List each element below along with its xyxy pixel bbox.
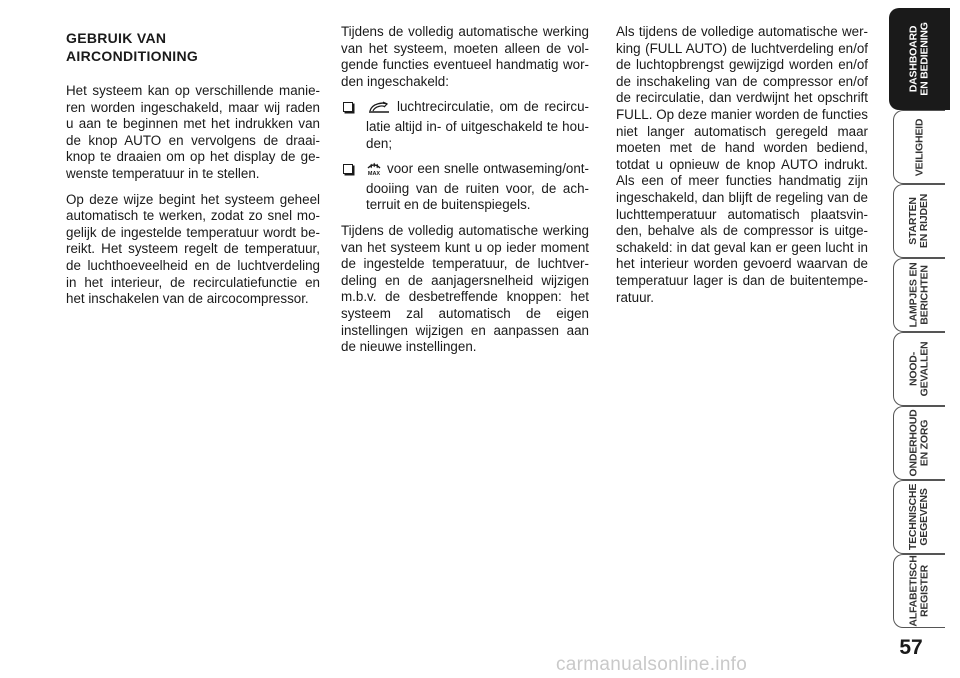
tab-label: GEVALLEN: [918, 341, 931, 397]
paragraph: Tijdens de volledig automatische werking van het systeem, moeten alleen de volgende functies eventueel handmatig worden ingeschakeld:: [341, 24, 589, 89]
tab-label: ONDERHOUD: [907, 409, 920, 477]
heading-line-1: GEBRUIK VAN: [66, 30, 167, 46]
tab-veiligheid[interactable]: [893, 110, 945, 184]
bullet-item-recirculation: [341, 99, 589, 152]
column-3: [616, 24, 868, 315]
tab-label: EN RIJDEN: [918, 193, 931, 249]
max-defrost-icon: [366, 161, 382, 181]
heading-line-2: AIRCONDITIONING: [66, 48, 199, 64]
tab-dashboard[interactable]: [889, 8, 950, 110]
tab-label: REGISTER: [918, 564, 931, 618]
max-label: MAX: [367, 171, 381, 177]
column-1: [66, 24, 320, 317]
tab-label: EN ZORG: [918, 419, 931, 467]
page-number: 57: [899, 636, 923, 659]
paragraph: Als tijdens de volledige automatische werking (FULL AUTO) de luchtverdeling en/of de luchtopbrengst gewijzigd worden en/of de inschakeling van de compressor en/of de recirculatie, dan verdwijnt het opschrift FULL. Op deze manier worden de functies niet langer automatisch geregeld maar moeten met de hand worden bediend, totdat u opnieuw de knop AUTO indrukt. Als een of meer functies handmatig zijn ingeschakeld, dan blijft de regeling van de luchttemperatuur automatisch plaatsvinden, behalve als de compressor is uitgeschakeld: in dat geval kan er geen lucht in het interieur worden gevoerd waarvan de temperatuur lager is dan de buitentemperatuur.: [616, 24, 868, 305]
bullet-item-max-defrost: [341, 161, 589, 214]
tab-label: BERICHTEN: [918, 265, 931, 325]
checkbox-bullet-icon: [342, 163, 353, 174]
tab-register[interactable]: [893, 554, 945, 628]
tab-label: ALFABETISCH: [907, 555, 920, 627]
chapter-tabs-sidebar: [889, 0, 960, 678]
tab-label: TECHNISCHE: [907, 483, 920, 551]
paragraph: Het systeem kan op verschillende manieren worden ingeschakeld, maar wij raden u aan te beginnen met het indrukken van de knop AUTO en vervolgens de draaiknop te draaien om op het display de gewenste temperatuur in te stellen.: [66, 83, 320, 181]
tab-label: VEILIGHEID: [913, 118, 926, 176]
checkbox-bullet-icon: [342, 101, 353, 112]
watermark: carmanualsonline.info: [556, 654, 748, 675]
tab-technische[interactable]: [893, 480, 945, 554]
tab-label: GEGEVENS: [918, 488, 931, 546]
bullet-text: voor een snelle ontwaseming/ontdooiing van de ruiten voor, de achterruit en de buitenspiegels.: [366, 161, 589, 213]
tab-label: NOOD-: [907, 352, 920, 387]
section-heading: [66, 29, 320, 65]
tab-label: EN BEDIENING: [919, 22, 932, 96]
tab-starten[interactable]: [893, 184, 945, 258]
paragraph: Op deze wijze begint het systeem geheel automatisch te werken, zodat zo snel mogelijk de ingestelde temperatuur wordt bereikt. Het systeem regelt de temperatuur, de luchthoeveelheid en de luchtverdeling in het interieur, de recirculatiefunctie en het inschakelen van de aircocompressor.: [66, 191, 320, 307]
bullet-text: luchtrecirculatie, om de recirculatie altijd in- of uitgeschakeld te houden;: [366, 99, 589, 151]
tab-label: LAMPJES EN: [907, 262, 920, 328]
recirculation-icon: [366, 101, 392, 119]
tab-label: DASHBOARD: [908, 25, 921, 93]
tab-label: STARTEN: [907, 197, 920, 245]
column-2: [341, 24, 589, 365]
paragraph: Tijdens de volledig automatische werking van het systeem kunt u op ieder moment de ingestelde temperatuur, de luchtverdeling en de aanjagersnelheid wijzigen m.b.v. de desbetreffende knoppen: het systeem zal automatisch de eigen instellingen wijzigen en aanpassen aan de nieuwe instellingen.: [341, 222, 589, 355]
tab-noodgevallen[interactable]: [893, 332, 945, 406]
tab-onderhoud[interactable]: [893, 406, 945, 480]
tab-lampjes[interactable]: [893, 258, 945, 332]
